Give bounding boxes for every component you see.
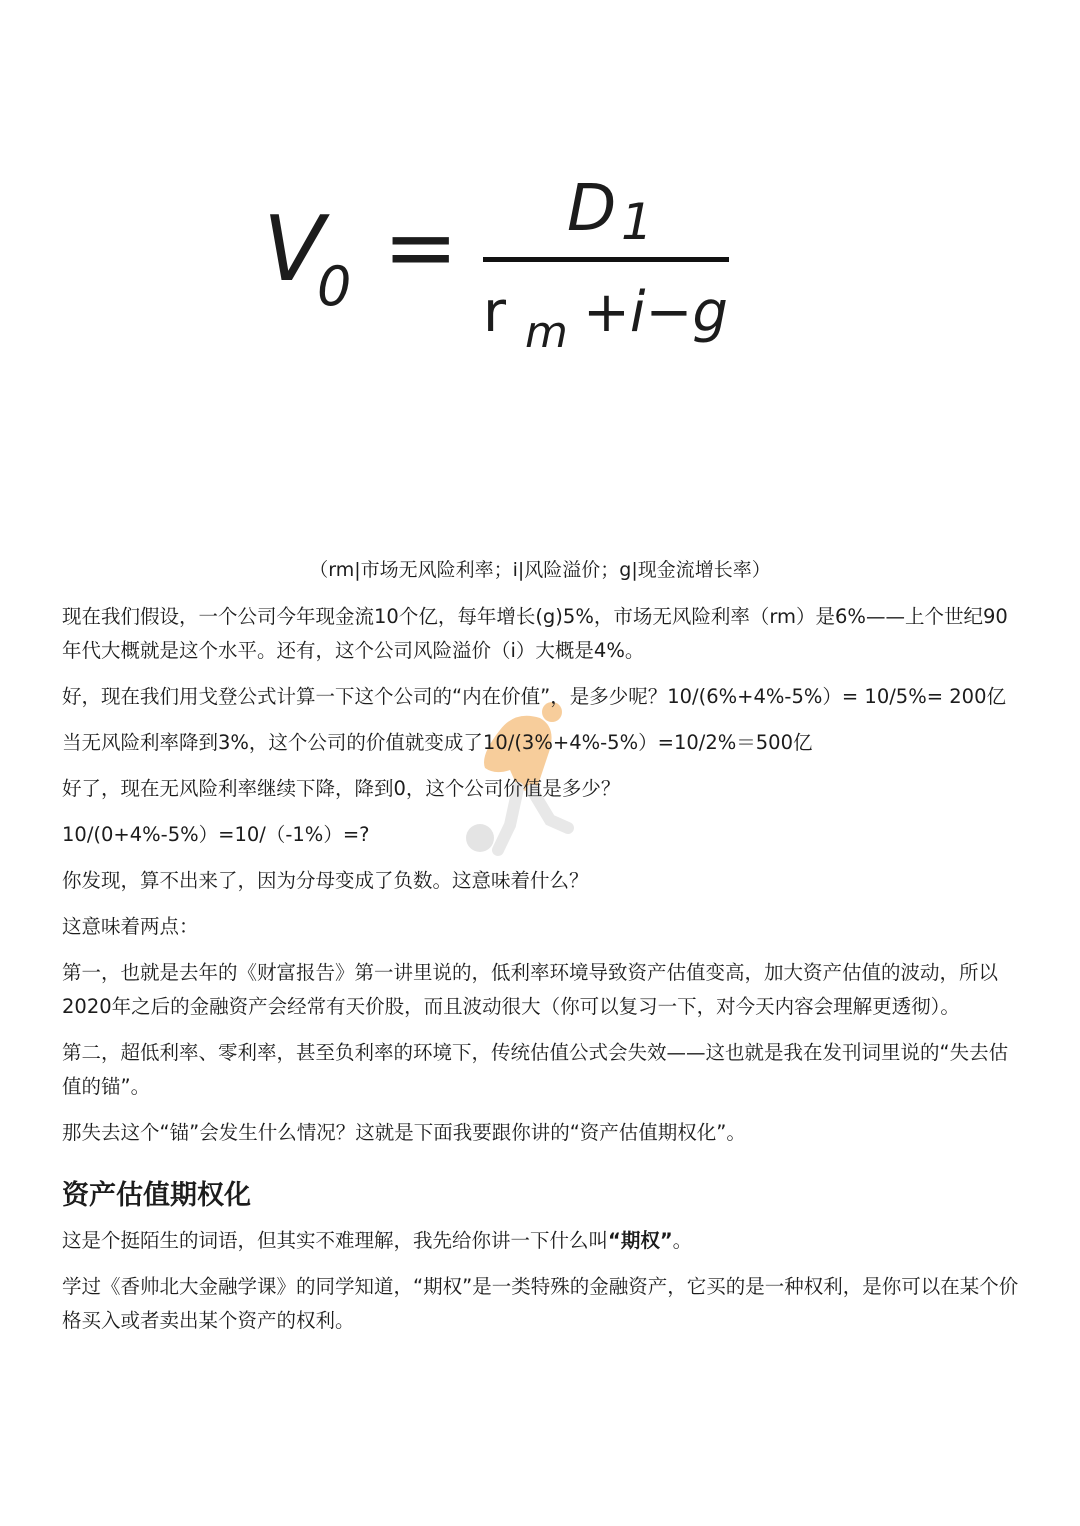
option-intro-end: 。 [672,1229,693,1252]
article-body [62,600,1027,1350]
paragraph-anchor-question: 那失去这个“锚”会发生什么情况？这就是下面我要跟你讲的“资产估值期权化”。 [62,1121,746,1144]
paragraph-negative-calc: 10/(0+4%-5%）=10/（-1%）=? [62,823,370,846]
option-term: “期权” [608,1229,673,1252]
paragraph-option-intro [62,1224,1027,1258]
formula-denominator-rest: +i−g [583,280,728,345]
formula-lhs: V [263,197,325,302]
formula-denominator-subscript: m [525,307,568,358]
formula-denominator [483,280,753,363]
section-heading: 资产估值期权化 [62,1180,251,1211]
option-intro-text: 这是个挺陌生的词语，但其实不难理解，我先给你讲一下什么叫 [62,1229,609,1252]
paragraph-option-definition: 学过《香帅北大金融学课》的同学知道，“期权”是一类特殊的金融资产，它买的是一种权利，是你可以在某个价格买入或者卖出某个资产的权利。 [62,1275,1019,1332]
paragraph-assumption: 现在我们假设，一个公司今年现金流10个亿，每年增长(g)5%，市场无风险利率（rm）是6%——上个世纪90年代大概就是这个水平。还有，这个公司风险溢价（i）大概是4%。 [62,605,1008,662]
formula-lhs-subscript: 0 [317,255,352,318]
formula-equals: = [383,195,459,300]
paragraph-gordon-calc: 好，现在我们用戈登公式计算一下这个公司的“内在价值”，是多少呢？10/(6%+4%-5%）= 10/5%= 200亿 [62,685,1006,708]
formula-numerator: D [567,172,617,246]
paragraph-point-two: 第二，超低利率、零利率，甚至负利率的环境下，传统估值公式会失效——这也就是我在发刊词里说的“失去估值的锚”。 [62,1041,1009,1098]
paragraph-rate-3: 当无风险利率降到3%，这个公司的价值就变成了10/(3%+4%-5%）=10/2%＝500亿 [62,731,813,754]
paragraph-point-one: 第一，也就是去年的《财富报告》第一讲里说的，低利率环境导致资产估值变高，加大资产估值的波动，所以2020年之后的金融资产会经常有天价股，而且波动很大（你可以复习一下，对今天内容会理解更透彻）。 [62,961,999,1018]
formula-fraction-bar [483,257,729,262]
paragraph-negative-denominator: 你发现，算不出来了，因为分母变成了负数。这意味着什么？ [62,869,589,892]
paragraph-two-points: 这意味着两点： [62,915,199,938]
formula-denominator-r: r [483,280,507,345]
gordon-formula [255,172,755,365]
formula-caption: （rm|市场无风险利率；i|风险溢价；g|现金流增长率） [309,559,771,581]
formula-numerator-subscript: 1 [621,193,653,251]
paragraph-rate-0: 好了，现在无风险利率继续下降，降到0，这个公司价值是多少？ [62,777,621,800]
